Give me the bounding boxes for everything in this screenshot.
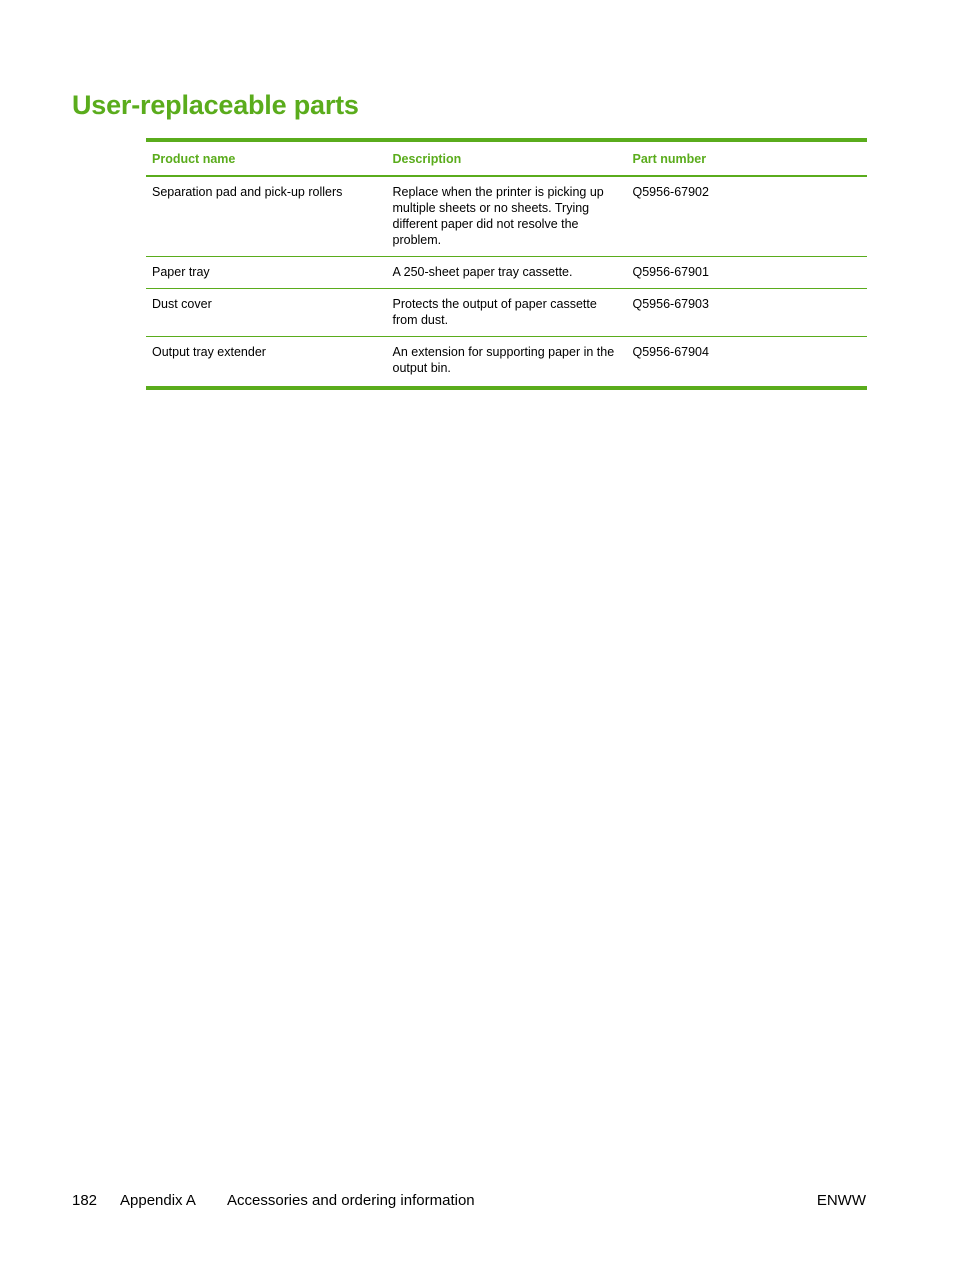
product-name-cell: Dust cover [146, 289, 386, 337]
part-number-cell: Q5956-67903 [626, 289, 867, 337]
footer-page-number: 182 [72, 1192, 98, 1209]
description-cell: Protects the output of paper cassette from dust. [386, 289, 626, 337]
product-name-cell: Separation pad and pick-up rollers [146, 176, 386, 257]
column-header-part-number: Part number [626, 140, 867, 176]
table-row [146, 289, 867, 337]
page-title: User-replaceable parts [72, 90, 359, 120]
footer-chapter-title: Accessories and ordering information [227, 1192, 475, 1209]
product-name-cell: Output tray extender [146, 337, 386, 389]
column-header-product-name: Product name [152, 152, 236, 166]
description-cell: An extension for supporting paper in the output bin. [386, 337, 626, 389]
table-body [146, 176, 867, 388]
header-row [146, 140, 867, 176]
table-header [146, 140, 867, 176]
part-number-cell: Q5956-67904 [626, 337, 867, 389]
product-name-cell: Paper tray [146, 257, 386, 289]
description-cell: Replace when the printer is picking up multiple sheets or no sheets. Trying different paper did not resolve the problem. [386, 176, 626, 257]
table-row [146, 176, 867, 257]
part-number-cell: Q5956-67901 [626, 257, 867, 289]
footer-appendix: Appendix A [120, 1192, 196, 1209]
parts-table [146, 138, 867, 390]
description-cell: A 250-sheet paper tray cassette. [386, 257, 626, 289]
table-row [146, 257, 867, 289]
column-header-description: Description [386, 140, 626, 176]
part-number-cell: Q5956-67902 [626, 176, 867, 257]
footer-locale-code: ENWW [816, 1192, 866, 1209]
table-row [146, 337, 867, 389]
